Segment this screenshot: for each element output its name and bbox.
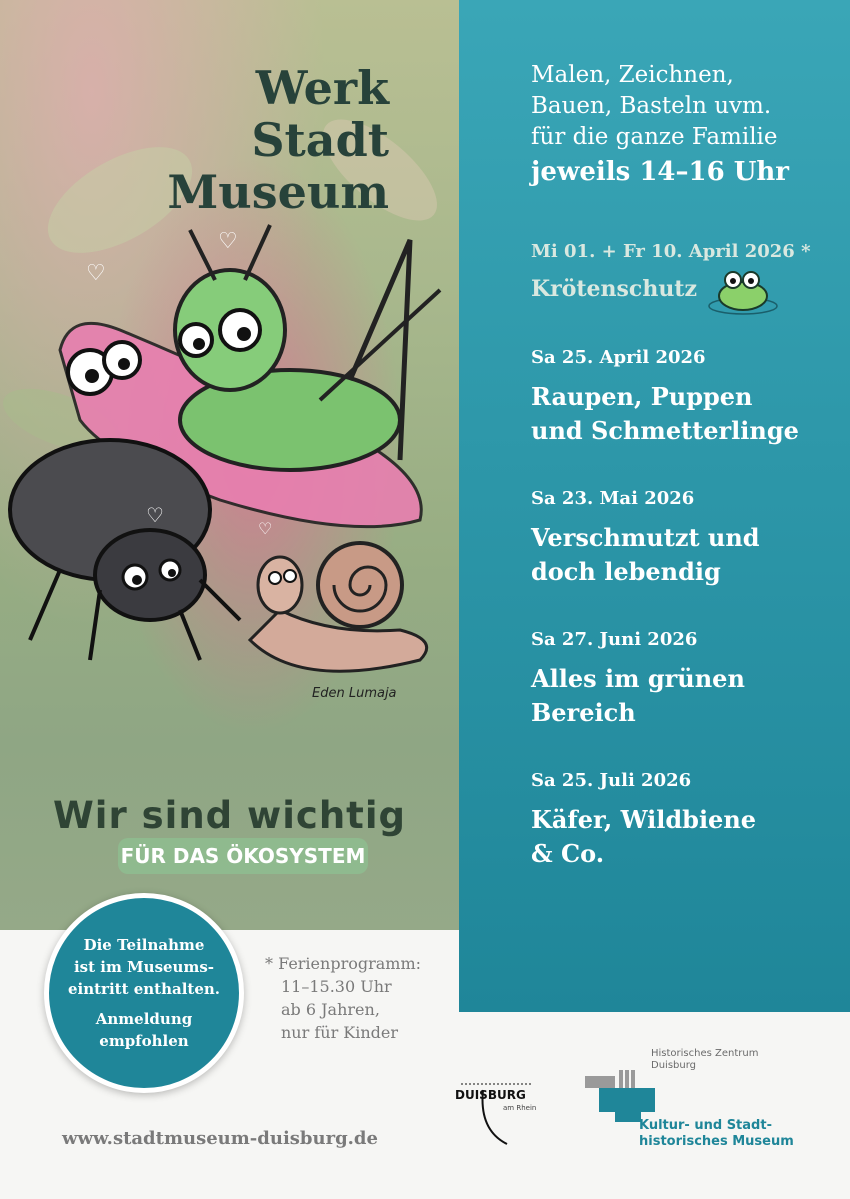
event-name: Käfer, Wildbiene: [531, 805, 757, 834]
badge-line: eintritt enthalten.: [67, 980, 221, 998]
museum-small-text: Historisches Zentrum: [651, 1048, 759, 1059]
toad-icon: [705, 262, 781, 322]
event-name: Verschmutzt und: [531, 523, 760, 552]
museum-logo: [585, 1048, 825, 1158]
note-line: 11–15.30 Uhr: [281, 977, 392, 996]
badge-line: Anmeldung: [95, 1010, 193, 1028]
badge-line: ist im Museums-: [73, 958, 215, 976]
event-name: und Schmetterlinge: [531, 416, 799, 445]
note-line: * Ferienprogramm:: [265, 954, 422, 973]
event-name: doch lebendig: [531, 557, 721, 586]
svg-text:♡: ♡: [258, 519, 273, 538]
illustration-panel: [0, 0, 459, 930]
intro-line: Malen, Zeichnen,: [531, 62, 734, 88]
event-date: Sa 27. Juni 2026: [531, 629, 698, 650]
svg-text:♡: ♡: [218, 229, 238, 254]
title-line: Museum: [167, 165, 389, 219]
event-item: [531, 628, 745, 730]
program-panel: [459, 0, 850, 1012]
event-date: Mi 01. + Fr 10. April 2026 *: [531, 241, 811, 262]
event-date: Sa 25. Juli 2026: [531, 770, 692, 791]
duisburg-logo: [455, 1080, 545, 1150]
museum-small-text: Duisburg: [651, 1060, 696, 1071]
slogan-sub: FÜR DAS ÖKOSYSTEM: [118, 838, 368, 874]
slogan-main: Wir sind wichtig: [52, 794, 407, 837]
event-item: [531, 769, 756, 871]
website-link[interactable]: www.stadtmuseum-duisburg.de: [62, 1128, 378, 1149]
event-date: Sa 25. April 2026: [531, 347, 706, 368]
event-item: [531, 487, 760, 589]
holiday-program-note: [265, 952, 421, 1044]
museum-name: historisches Museum: [639, 1134, 794, 1149]
museum-name: Kultur- und Stadt-: [639, 1118, 772, 1133]
event-name: Krötenschutz: [531, 276, 697, 302]
page-title: [167, 62, 389, 218]
badge-line: Die Teilnahme: [83, 936, 205, 954]
duisburg-subtitle: am Rhein: [503, 1104, 537, 1112]
intro-line: Bauen, Basteln uvm.: [531, 93, 772, 119]
artist-signature: Eden Lumaja: [312, 686, 397, 701]
duisburg-wordmark: DUISBURG: [455, 1088, 526, 1102]
intro-time: jeweils 14–16 Uhr: [531, 157, 790, 187]
svg-text:♡: ♡: [146, 503, 164, 527]
event-item: [531, 346, 799, 448]
participation-badge: [44, 893, 244, 1093]
event-name: & Co.: [531, 839, 605, 868]
event-date: Sa 23. Mai 2026: [531, 488, 695, 509]
program-intro: [531, 60, 789, 188]
note-line: ab 6 Jahren,: [281, 1000, 380, 1019]
event-name: Bereich: [531, 698, 636, 727]
title-line: Stadt: [251, 113, 389, 167]
event-name: Alles im grünen: [531, 664, 745, 693]
event-name: Raupen, Puppen: [531, 382, 753, 411]
note-line: nur für Kinder: [281, 1023, 399, 1042]
badge-line: empfohlen: [99, 1032, 189, 1050]
title-line: Werk: [255, 61, 389, 115]
intro-line: für die ganze Familie: [531, 124, 778, 150]
svg-text:♡: ♡: [86, 261, 106, 286]
